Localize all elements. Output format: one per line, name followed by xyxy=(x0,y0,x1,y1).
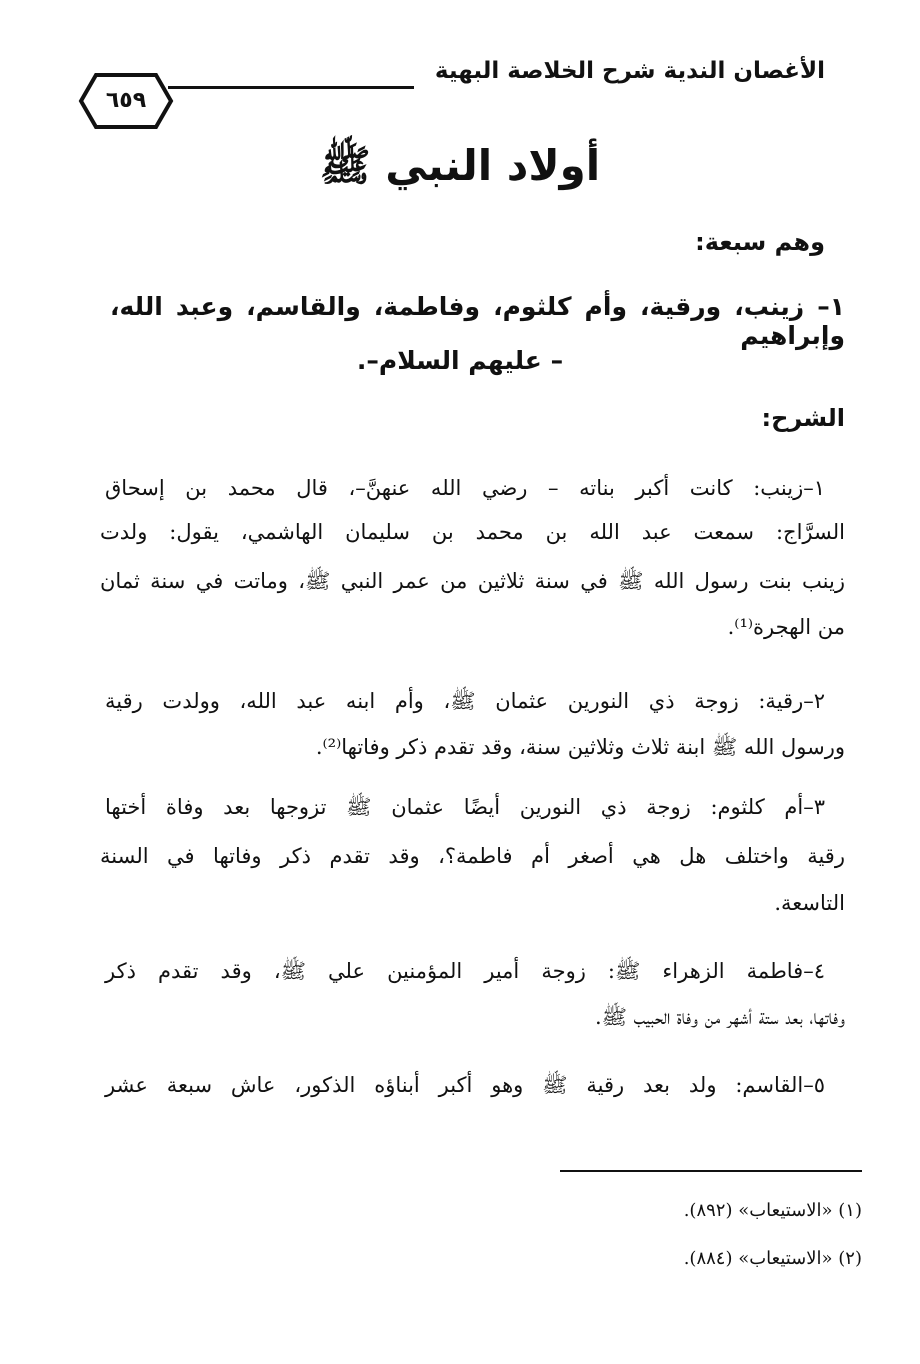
paragraph-line: ٥–القاسم: ولد بعد رقية ﷺ وهو أكبر أبناؤه الذكور، عاش سبعة عشر xyxy=(105,1073,825,1097)
paragraph-line: ٣–أم كلثوم: زوجة ذي النورين أيضًا عثمان ﷺ تزوجها بعد وفاة أختها xyxy=(105,795,825,819)
paragraph-line: ٢–رقية: زوجة ذي النورين عثمان ﷺ، وأم ابنه عبد الله، وولدت رقية xyxy=(105,689,825,713)
header-rule xyxy=(168,86,414,89)
paragraph-line: ١–زينب: كانت أكبر بناته – رضي الله عنهنَّ–، قال محمد بن إسحاق xyxy=(105,476,825,500)
paragraph-line: ٤–فاطمة الزهراء ﷺ: زوجة أمير المؤمنين علي ﷺ، وقد تقدم ذكر xyxy=(105,959,825,983)
verse-line-1: ١– زينب، ورقية، وأم كلثوم، وفاطمة، والقاسم، وعبد الله، وإبراهيم xyxy=(110,292,845,350)
footnote-2: (٢) «الاستيعاب» (٨٨٤). xyxy=(683,1248,862,1269)
verse-line-2: – عليهم السلام–. xyxy=(356,346,564,375)
paragraph-line: من الهجرة⁽¹⁾. xyxy=(727,615,845,639)
paragraph-line: وفاتها، بعد ستة أشهر من وفاة الحبيب ﷺ. xyxy=(594,1005,845,1029)
paragraph-line: ورسول الله ﷺ ابنة ثلاث وثلاثين سنة، وقد تقدم ذكر وفاتها⁽²⁾. xyxy=(315,735,845,759)
paragraph-line: السرَّاج: سمعت عبد الله بن محمد بن سليمان الهاشمي، يقول: ولدت xyxy=(100,520,845,544)
paragraph-line: رقية واختلف هل هي أصغر أم فاطمة؟، وقد تقدم ذكر وفاتها في السنة xyxy=(100,844,845,868)
chapter-title: أولاد النبي ﷺ xyxy=(319,141,601,190)
paragraph-line: التاسعة. xyxy=(774,891,845,915)
intro-line: وهم سبعة: xyxy=(695,228,825,256)
footnote-rule xyxy=(560,1170,862,1172)
running-header-title: الأغصان الندية شرح الخلاصة البهية xyxy=(434,58,825,84)
sharh-heading: الشرح: xyxy=(761,404,845,432)
page-number: ٦٥٩ xyxy=(105,88,147,113)
paragraph-line: زينب بنت رسول الله ﷺ في سنة ثلاثين من عمر النبي ﷺ، وماتت في سنة ثمان xyxy=(100,569,845,593)
page-number-badge xyxy=(78,72,174,130)
footnote-1: (١) «الاستيعاب» (٨٩٢). xyxy=(683,1200,862,1221)
